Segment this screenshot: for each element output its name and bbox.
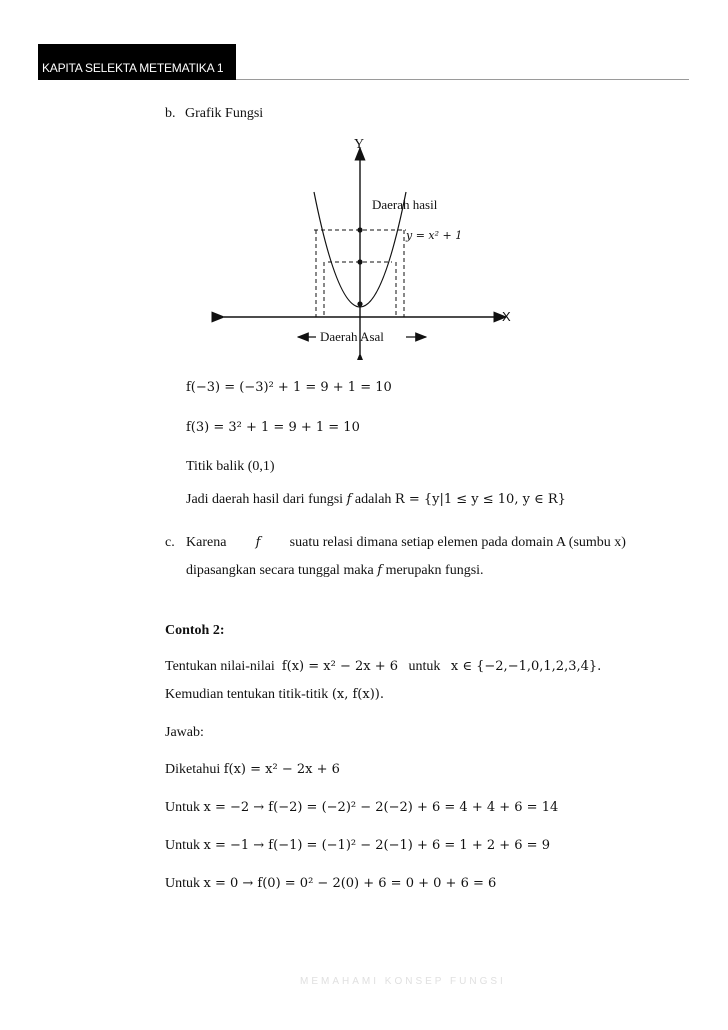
range-conclusion (186, 492, 566, 508)
example-point: (x, f(x)). (331, 687, 384, 702)
example-line1 (165, 659, 601, 675)
section-c-text: Karena (186, 535, 227, 550)
example-set: x ∈ {−2,−1,0,1,2,3,4}. (450, 659, 602, 674)
point-vertex (357, 301, 362, 306)
example-fx: f(x) = x² − 2x + 6 (281, 659, 399, 674)
example-text: untuk (408, 659, 441, 674)
calc-f-neg3: f(−3) = (−3)² + 1 = 9 + 1 = 10 (186, 380, 392, 395)
y-axis-label: Y (354, 137, 365, 152)
section-c-text: suatu relasi dimana setiap elemen pada domain A (sumbu x) (289, 535, 626, 550)
point-y10 (357, 227, 362, 232)
calc-f-3: f(3) = 3² + 1 = 9 + 1 = 10 (186, 420, 360, 435)
known-line (165, 762, 340, 778)
step-untuk: Untuk (165, 800, 200, 815)
section-c-f: f (255, 535, 261, 550)
step-expr: x = −1 → f(−1) = (−1)² − 2(−1) + 6 = 1 + 2 + 6 = 9 (203, 838, 550, 853)
header-title: KAPITA SELEKTA METEMATIKA 1 (42, 61, 224, 75)
step-expr: x = −2 → f(−2) = (−2)² − 2(−2) + 6 = 4 + 4 + 6 = 14 (203, 800, 559, 815)
step-line (165, 800, 558, 816)
turning-point: Titik balik (0,1) (186, 459, 275, 474)
header-box (38, 44, 236, 80)
point-y5 (357, 259, 362, 264)
section-c-line1 (186, 535, 626, 551)
step-untuk: Untuk (165, 838, 200, 853)
step-untuk: Untuk (165, 876, 200, 891)
section-c-text: merupakn fungsi. (385, 563, 484, 578)
step-line (165, 838, 550, 854)
range-label: Daerah hasil (372, 197, 438, 212)
known-fx: f(x) = x² − 2x + 6 (223, 762, 340, 777)
range-f: f (346, 492, 352, 507)
function-graph (210, 132, 520, 360)
section-c-f: f (377, 563, 383, 578)
footer-text: MEMAHAMI KONSEP FUNGSI (300, 976, 506, 987)
known-text: Diketahui (165, 762, 221, 777)
example-text: Kemudian tentukan titik-titik (165, 687, 329, 702)
example-heading: Contoh 2: (165, 623, 225, 638)
section-c-label: c. (165, 535, 175, 550)
range-mid: adalah (354, 492, 392, 507)
domain-label: Daerah Asal (320, 329, 384, 344)
range-set: R = {y|1 ≤ y ≤ 10, y ∈ R} (394, 492, 566, 507)
step-expr: x = 0 → f(0) = 0² − 2(0) + 6 = 0 + 0 + 6 = 6 (203, 876, 497, 891)
range-prefix: Jadi daerah hasil dari fungsi (186, 492, 344, 507)
x-axis-label: X (502, 309, 511, 324)
section-c-text: dipasangkan secara tunggal maka (186, 563, 374, 578)
function-label: y = x² + 1 (406, 229, 463, 242)
header-rule (236, 79, 689, 80)
example-line2 (165, 687, 384, 703)
section-b-label: b. (165, 106, 176, 121)
example-text: Tentukan nilai-nilai (165, 659, 275, 674)
answer-label: Jawab: (165, 725, 204, 740)
section-b-title: Grafik Fungsi (185, 106, 264, 121)
step-line (165, 876, 496, 892)
section-c-line2 (186, 563, 484, 579)
